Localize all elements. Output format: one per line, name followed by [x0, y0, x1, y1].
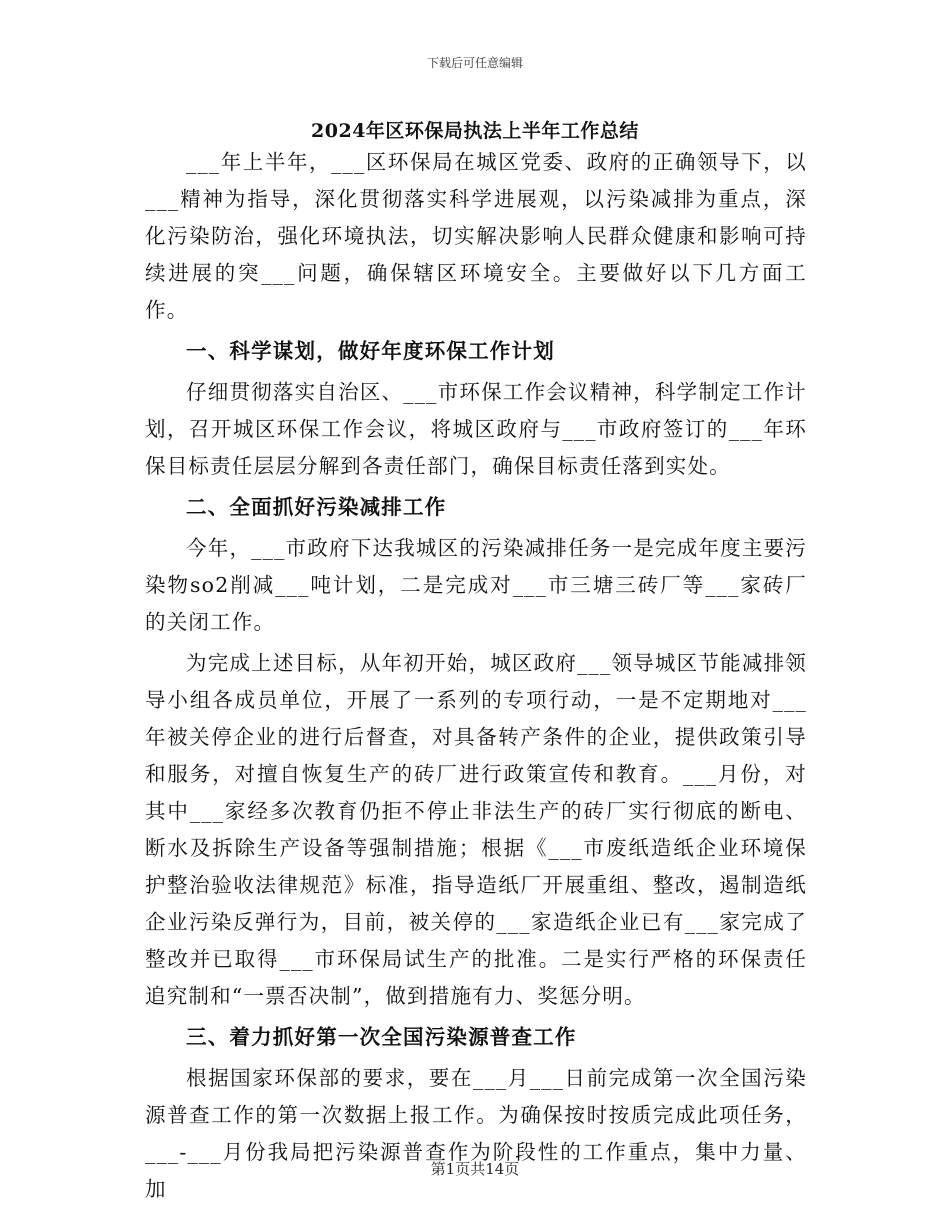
section-heading-2: 二、全面抓好污染减排工作	[186, 495, 447, 519]
page-number: 第1页共14页	[430, 1160, 520, 1178]
paragraph-section-3: 根据国家环保部的要求，要在___月___日前完成第一次全国污染源普查工作的第一次数据上报工作。为确保按时按质完成此项任务，___-___月份我局把污染源普查作为阶段性的工作重点，集中力量、加	[145, 1066, 807, 1201]
page-header-note: 下载后可任意编辑	[426, 56, 523, 70]
paragraph-section-2a: 今年，___市政府下达我城区的污染减排任务一是完成年度主要污染物so2削减___吨计划，二是完成对___市三塘三砖厂等___家砖厂的关闭工作。	[145, 536, 807, 634]
paragraph-section-1: 仔细贯彻落实自治区、___市环保工作会议精神，科学制定工作计划，召开城区环保工作会议，将城区政府与___市政府签订的___年环保目标责任层层分解到各责任部门，确保目标责任落到实处。	[145, 380, 807, 478]
section-heading-1: 一、科学谋划，做好年度环保工作计划	[186, 339, 555, 363]
paragraph-section-2b: 为完成上述目标，从年初开始，城区政府___领导城区节能减排领导小组各成员单位，开展了一系列的专项行动，一是不定期地对___年被关停企业的进行后督查，对具备转产条件的企业，提供政策引导和服务，对擅自恢复生产的砖厂进行政策宣传和教育。___月份，对其中___家经多次教育仍拒不停止非法生产的砖厂实行彻底的断电、断水及拆除生产设备等强制措施；根据《___市废纸造纸企业环境保护整治验收法律规范》标准，指导造纸厂开展重组、整改，遏制造纸企业污染反弹行为，目前，被关停的___家造纸企业已有___家完成了整改并已取得___市环保局试生产的批准。二是实行严格的环保责任追究制和“一票否决制”，做到措施有力、奖惩分明。	[145, 651, 807, 1008]
paragraph-intro: ___年上半年，___区环保局在城区党委、政府的正确领导下，以___精神为指导，深化贯彻落实科学进展观，以污染减排为重点，深化污染防治，强化环境执法，切实解决影响人民群众健康和影响可持续进展的突___问题，确保辖区环境安全。主要做好以下几方面工作。	[145, 150, 807, 322]
document-body	[145, 144, 807, 1208]
document-title: 2024年区环保局执法上半年工作总结	[311, 120, 639, 142]
section-heading-3: 三、着力抓好第一次全国污染源普查工作	[186, 1025, 577, 1049]
